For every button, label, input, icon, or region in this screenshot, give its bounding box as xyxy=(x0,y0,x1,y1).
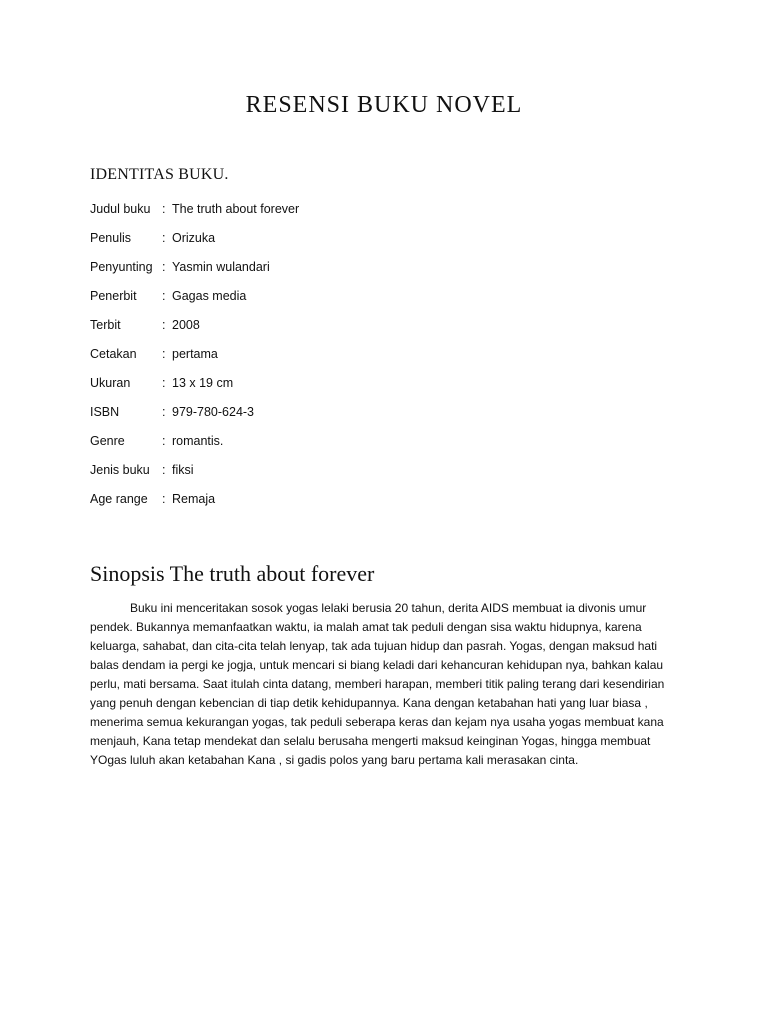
identity-label: Terbit xyxy=(90,318,121,332)
identity-row-penulis xyxy=(90,229,299,258)
identity-row-penerbit xyxy=(90,287,299,316)
identity-value: The truth about forever xyxy=(172,202,300,216)
identity-row-isbn xyxy=(90,403,299,432)
identity-row-penyunting xyxy=(90,258,299,287)
identity-colon: : xyxy=(162,434,166,448)
identity-value: 2008 xyxy=(172,318,200,332)
identity-row-ukuran xyxy=(90,374,299,403)
identity-value: 979-780-624-3 xyxy=(172,405,255,419)
identity-value: Remaja xyxy=(172,492,216,506)
identity-colon: : xyxy=(162,231,166,245)
identity-value: pertama xyxy=(172,347,218,361)
identity-row-terbit xyxy=(90,316,299,345)
identity-value: fiksi xyxy=(172,463,194,477)
identity-colon: : xyxy=(162,289,166,303)
identity-value: Gagas media xyxy=(172,289,247,303)
identity-label: Penyunting xyxy=(90,260,153,274)
identity-colon: : xyxy=(162,376,166,390)
identity-value: Yasmin wulandari xyxy=(172,260,270,274)
identitas-heading: IDENTITAS BUKU. xyxy=(90,166,229,183)
sinopsis-paragraph: Buku ini menceritakan sosok yogas lelaki berusia 20 tahun, derita AIDS membuat ia divonis umur pendek. Bukannya memanfaatkan waktu, ia malah amat tak peduli dengan sisa waktu hidupnya, karena keluarga, sahabat, dan cita-cita telah lenyap, tak ada tujuan hidup dan pasrah. Yogas, dengan maksud hati balas dendam ia pergi ke jogja, untuk mencari si biang keladi dari kehancuran kehidupan nya, bahkan kalau perlu, mati bersama. Saat itulah cinta datang, memberi harapan, memberi titik paling terang dari kesendirian yang penuh dengan kebencian di tiap detik kehidupannya. Kana dengan ketabahan hati yang luar biasa , menerima semua kekurangan yogas, tak peduli seberapa keras dan kejam nya usaha yogas membuat kana menjauh, Kana tetap mendekat dan selalu berusaha mengerti maksud keinginan Yogas, hingga membuat YOgas luluh akan ketabahan Kana , si gadis polos yang baru pertama kali merasakan cinta. xyxy=(90,601,665,767)
identity-colon: : xyxy=(162,492,166,506)
identity-colon: : xyxy=(162,260,166,274)
identity-label: Cetakan xyxy=(90,347,137,361)
identity-row-genre xyxy=(90,432,299,461)
identity-label: Ukuran xyxy=(90,376,131,390)
identity-row-judul xyxy=(90,200,299,229)
identity-colon: : xyxy=(162,347,166,361)
identity-list xyxy=(90,200,299,519)
identity-label: ISBN xyxy=(90,405,120,419)
identity-row-jenis-buku xyxy=(90,461,299,490)
identity-label: Penulis xyxy=(90,231,131,245)
identity-colon: : xyxy=(162,202,166,216)
identity-colon: : xyxy=(162,405,166,419)
identity-row-age-range xyxy=(90,490,299,519)
identity-label: Genre xyxy=(90,434,125,448)
identity-value: romantis. xyxy=(172,434,224,448)
identity-label: Penerbit xyxy=(90,289,137,303)
page-title: RESENSI BUKU NOVEL xyxy=(245,92,523,118)
identity-value: Orizuka xyxy=(172,231,216,245)
identity-colon: : xyxy=(162,318,166,332)
identity-label: Jenis buku xyxy=(90,463,150,477)
sinopsis-heading: Sinopsis The truth about forever xyxy=(90,561,375,586)
identity-label: Age range xyxy=(90,492,148,506)
identity-label: Judul buku xyxy=(90,202,151,216)
identity-value: 13 x 19 cm xyxy=(172,376,234,390)
identity-colon: : xyxy=(162,463,166,477)
identity-row-cetakan xyxy=(90,345,299,374)
